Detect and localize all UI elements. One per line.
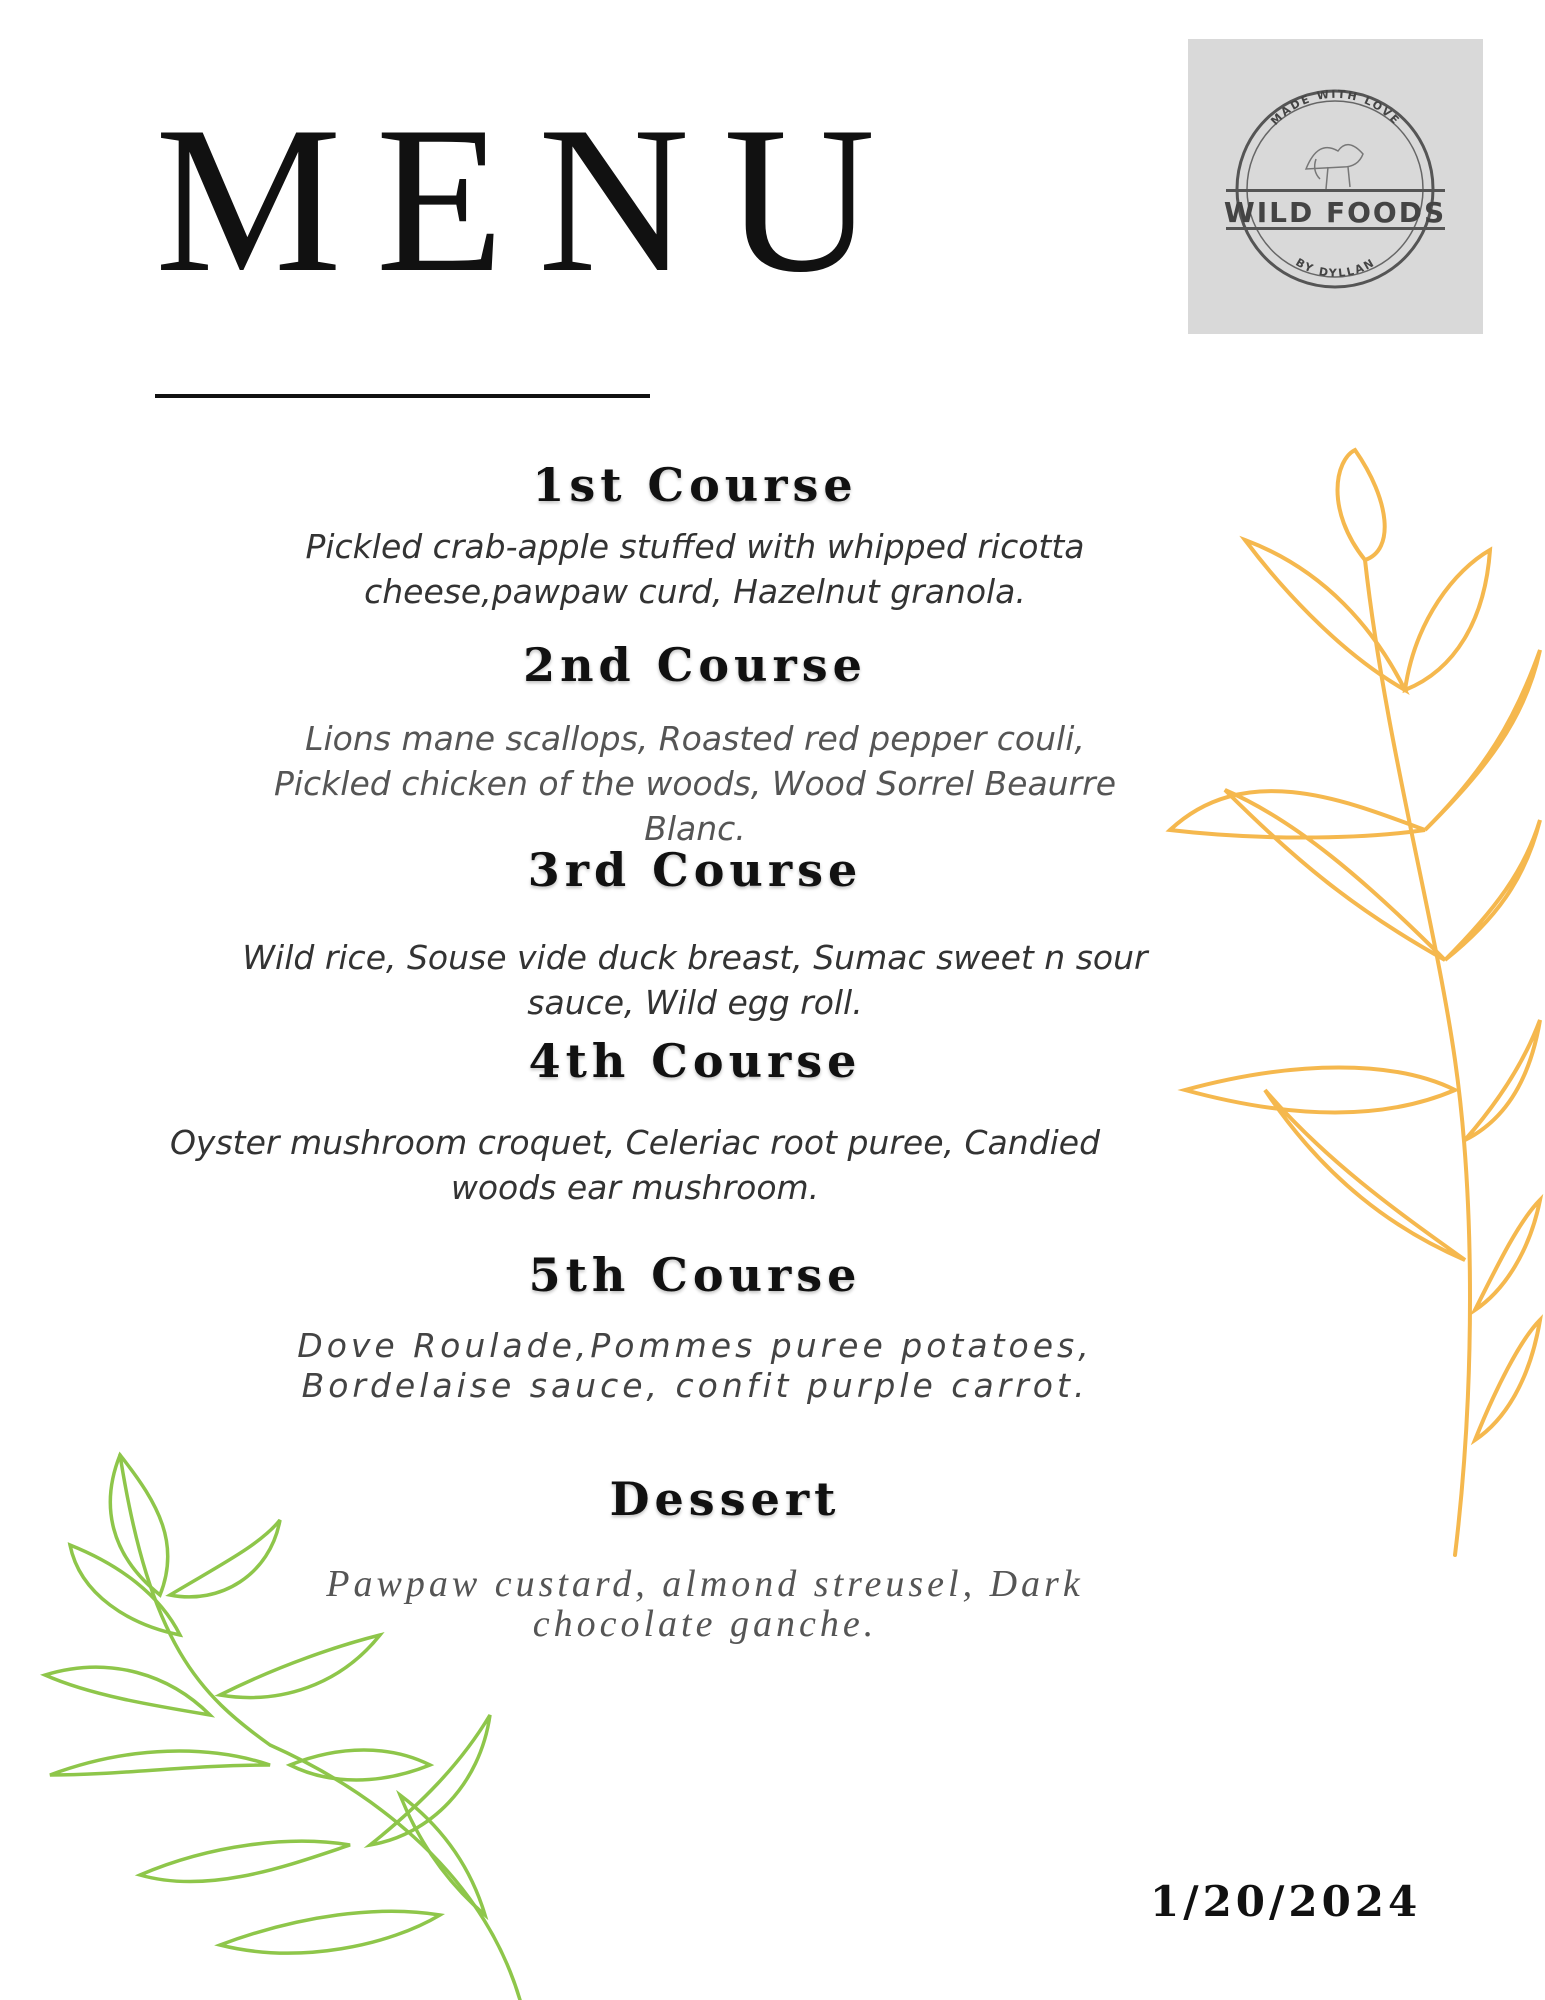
course-description: Dove Roulade,Pommes puree potatoes, Bordelaise sauce, confit purple carrot. <box>297 1326 1093 1405</box>
course-title: 1st Course <box>532 458 858 512</box>
course-5 <box>160 1248 1230 1406</box>
course-1 <box>160 458 1230 614</box>
logo-emblem-icon <box>1188 39 1483 334</box>
course-title: 5th Course <box>528 1248 862 1302</box>
course-title: 2nd Course <box>523 638 867 692</box>
menu-date: 1/20/2024 <box>1150 1877 1422 1926</box>
svg-text:MADE WITH LOVE <box>1268 88 1403 128</box>
course-title: 3rd Course <box>527 843 863 897</box>
logo-top-text: MADE WITH LOVE <box>1268 87 1403 128</box>
wild-foods-logo <box>1188 39 1483 334</box>
course-title: Dessert <box>609 1472 841 1526</box>
course-2 <box>160 638 1230 851</box>
title-divider <box>155 394 650 398</box>
course-4 <box>160 1034 1230 1210</box>
course-title: 4th Course <box>528 1034 862 1088</box>
course-description: Lions mane scallops, Roasted red pepper couli, Pickled chicken of the woods, Wood Sorrel Beaurre Blanc. <box>273 719 1117 848</box>
logo-bottom-text: BY DYLLAN <box>1293 255 1378 280</box>
menu-title: MENU <box>155 84 910 316</box>
logo-name: WILD FOODS <box>1223 196 1447 229</box>
course-description: Wild rice, Souse vide duck breast, Sumac sweet n sour sauce, Wild egg roll. <box>242 938 1148 1022</box>
dessert-course <box>190 1472 1260 1644</box>
course-description: Oyster mushroom croquet, Celeriac root puree, Candied woods ear mushroom. <box>169 1123 1101 1207</box>
mushroom-icon <box>1306 145 1363 189</box>
course-description: Pawpaw custard, almond streusel, Dark chocolate ganche. <box>326 1563 1084 1645</box>
course-3 <box>160 843 1230 1025</box>
svg-text:BY DYLLAN <box>1293 256 1377 280</box>
course-description: Pickled crab-apple stuffed with whipped ricotta cheese,pawpaw curd, Hazelnut granola. <box>305 527 1085 611</box>
